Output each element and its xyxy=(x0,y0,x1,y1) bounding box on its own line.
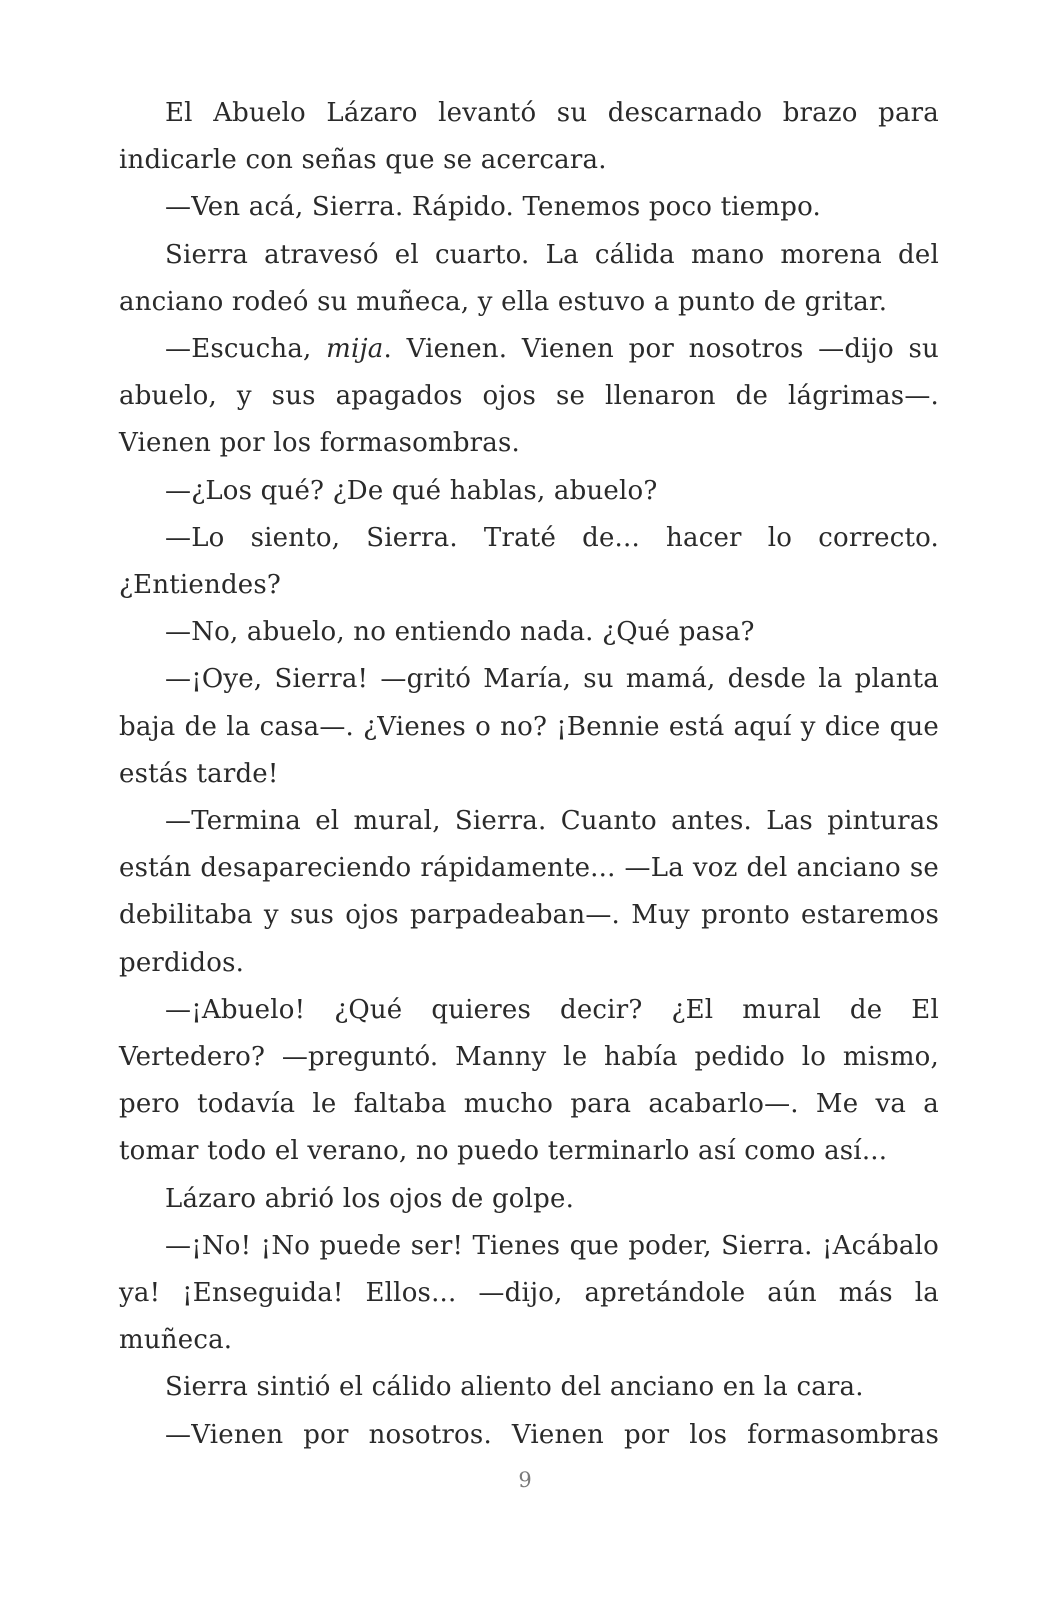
text-segment: El Abuelo Lázaro levantó su descarnado brazo para indicarle con señas que se acercara. xyxy=(119,98,939,176)
paragraph xyxy=(119,1412,939,1459)
paragraph xyxy=(119,90,939,184)
text-segment: —No, abuelo, no entiendo nada. ¿Qué pasa? xyxy=(165,617,755,648)
text-segment: —¡No! ¡No puede ser! Tienes que poder, Sierra. ¡Acábalo ya! ¡Enseguida! Ellos... —dijo, apretándole aún más la muñeca. xyxy=(119,1230,939,1356)
text-segment: Sierra atravesó el cuarto. La cálida mano morena del anciano rodeó su muñeca, y ella estuvo a punto de gritar. xyxy=(119,239,939,317)
text-segment: —¿Los qué? ¿De qué hablas, abuelo? xyxy=(165,475,658,506)
paragraph xyxy=(119,1364,939,1411)
text-segment: —Escucha, xyxy=(165,334,327,365)
text-segment: —Vienen por nosotros. Vienen por los formasombras xyxy=(165,1419,939,1450)
paragraph xyxy=(119,515,939,609)
text-segment: Lázaro abrió los ojos de golpe. xyxy=(165,1183,575,1214)
text-segment: —¡Oye, Sierra! —gritó María, su mamá, desde la planta baja de la casa—. ¿Vienes o no? ¡Bennie está aquí y dice que estás tarde! xyxy=(119,664,939,789)
paragraph xyxy=(119,1176,939,1223)
text-segment: Sierra sintió el cálido aliento del anciano en la cara. xyxy=(165,1372,864,1403)
page-number: 9 xyxy=(518,1468,532,1492)
paragraph xyxy=(119,987,939,1176)
text-segment: —Ven acá, Sierra. Rápido. Tenemos poco tiempo. xyxy=(165,192,821,223)
paragraph xyxy=(119,326,939,468)
text-segment: . Vienen. Vienen por nosotros —dijo su abuelo, y sus apagados ojos se llenaron de lágrimas—. Vienen por los formasombras. xyxy=(119,334,939,459)
paragraph xyxy=(119,609,939,656)
italic-text-segment: mija xyxy=(326,334,384,365)
paragraph xyxy=(119,184,939,231)
text-segment: —Termina el mural, Sierra. Cuanto antes. Las pinturas están desapareciendo rápidamente... —La voz del anciano se debilitaba y sus ojos parpadeaban—. Muy pronto estaremos perdidos. xyxy=(119,806,939,978)
paragraph xyxy=(119,1223,939,1365)
body-text xyxy=(119,90,939,1459)
paragraph xyxy=(119,798,939,987)
text-segment: —¡Abuelo! ¿Qué quieres decir? ¿El mural de El Vertedero? —preguntó. Manny le había pedido lo mismo, pero todavía le faltaba mucho para acabarlo—. Me va a tomar todo el verano, no puedo terminarlo así como así... xyxy=(119,994,939,1167)
paragraph xyxy=(119,468,939,515)
text-segment: —Lo siento, Sierra. Traté de... hacer lo correcto. ¿Entiendes? xyxy=(119,522,939,601)
paragraph xyxy=(119,656,939,798)
paragraph xyxy=(119,232,939,326)
